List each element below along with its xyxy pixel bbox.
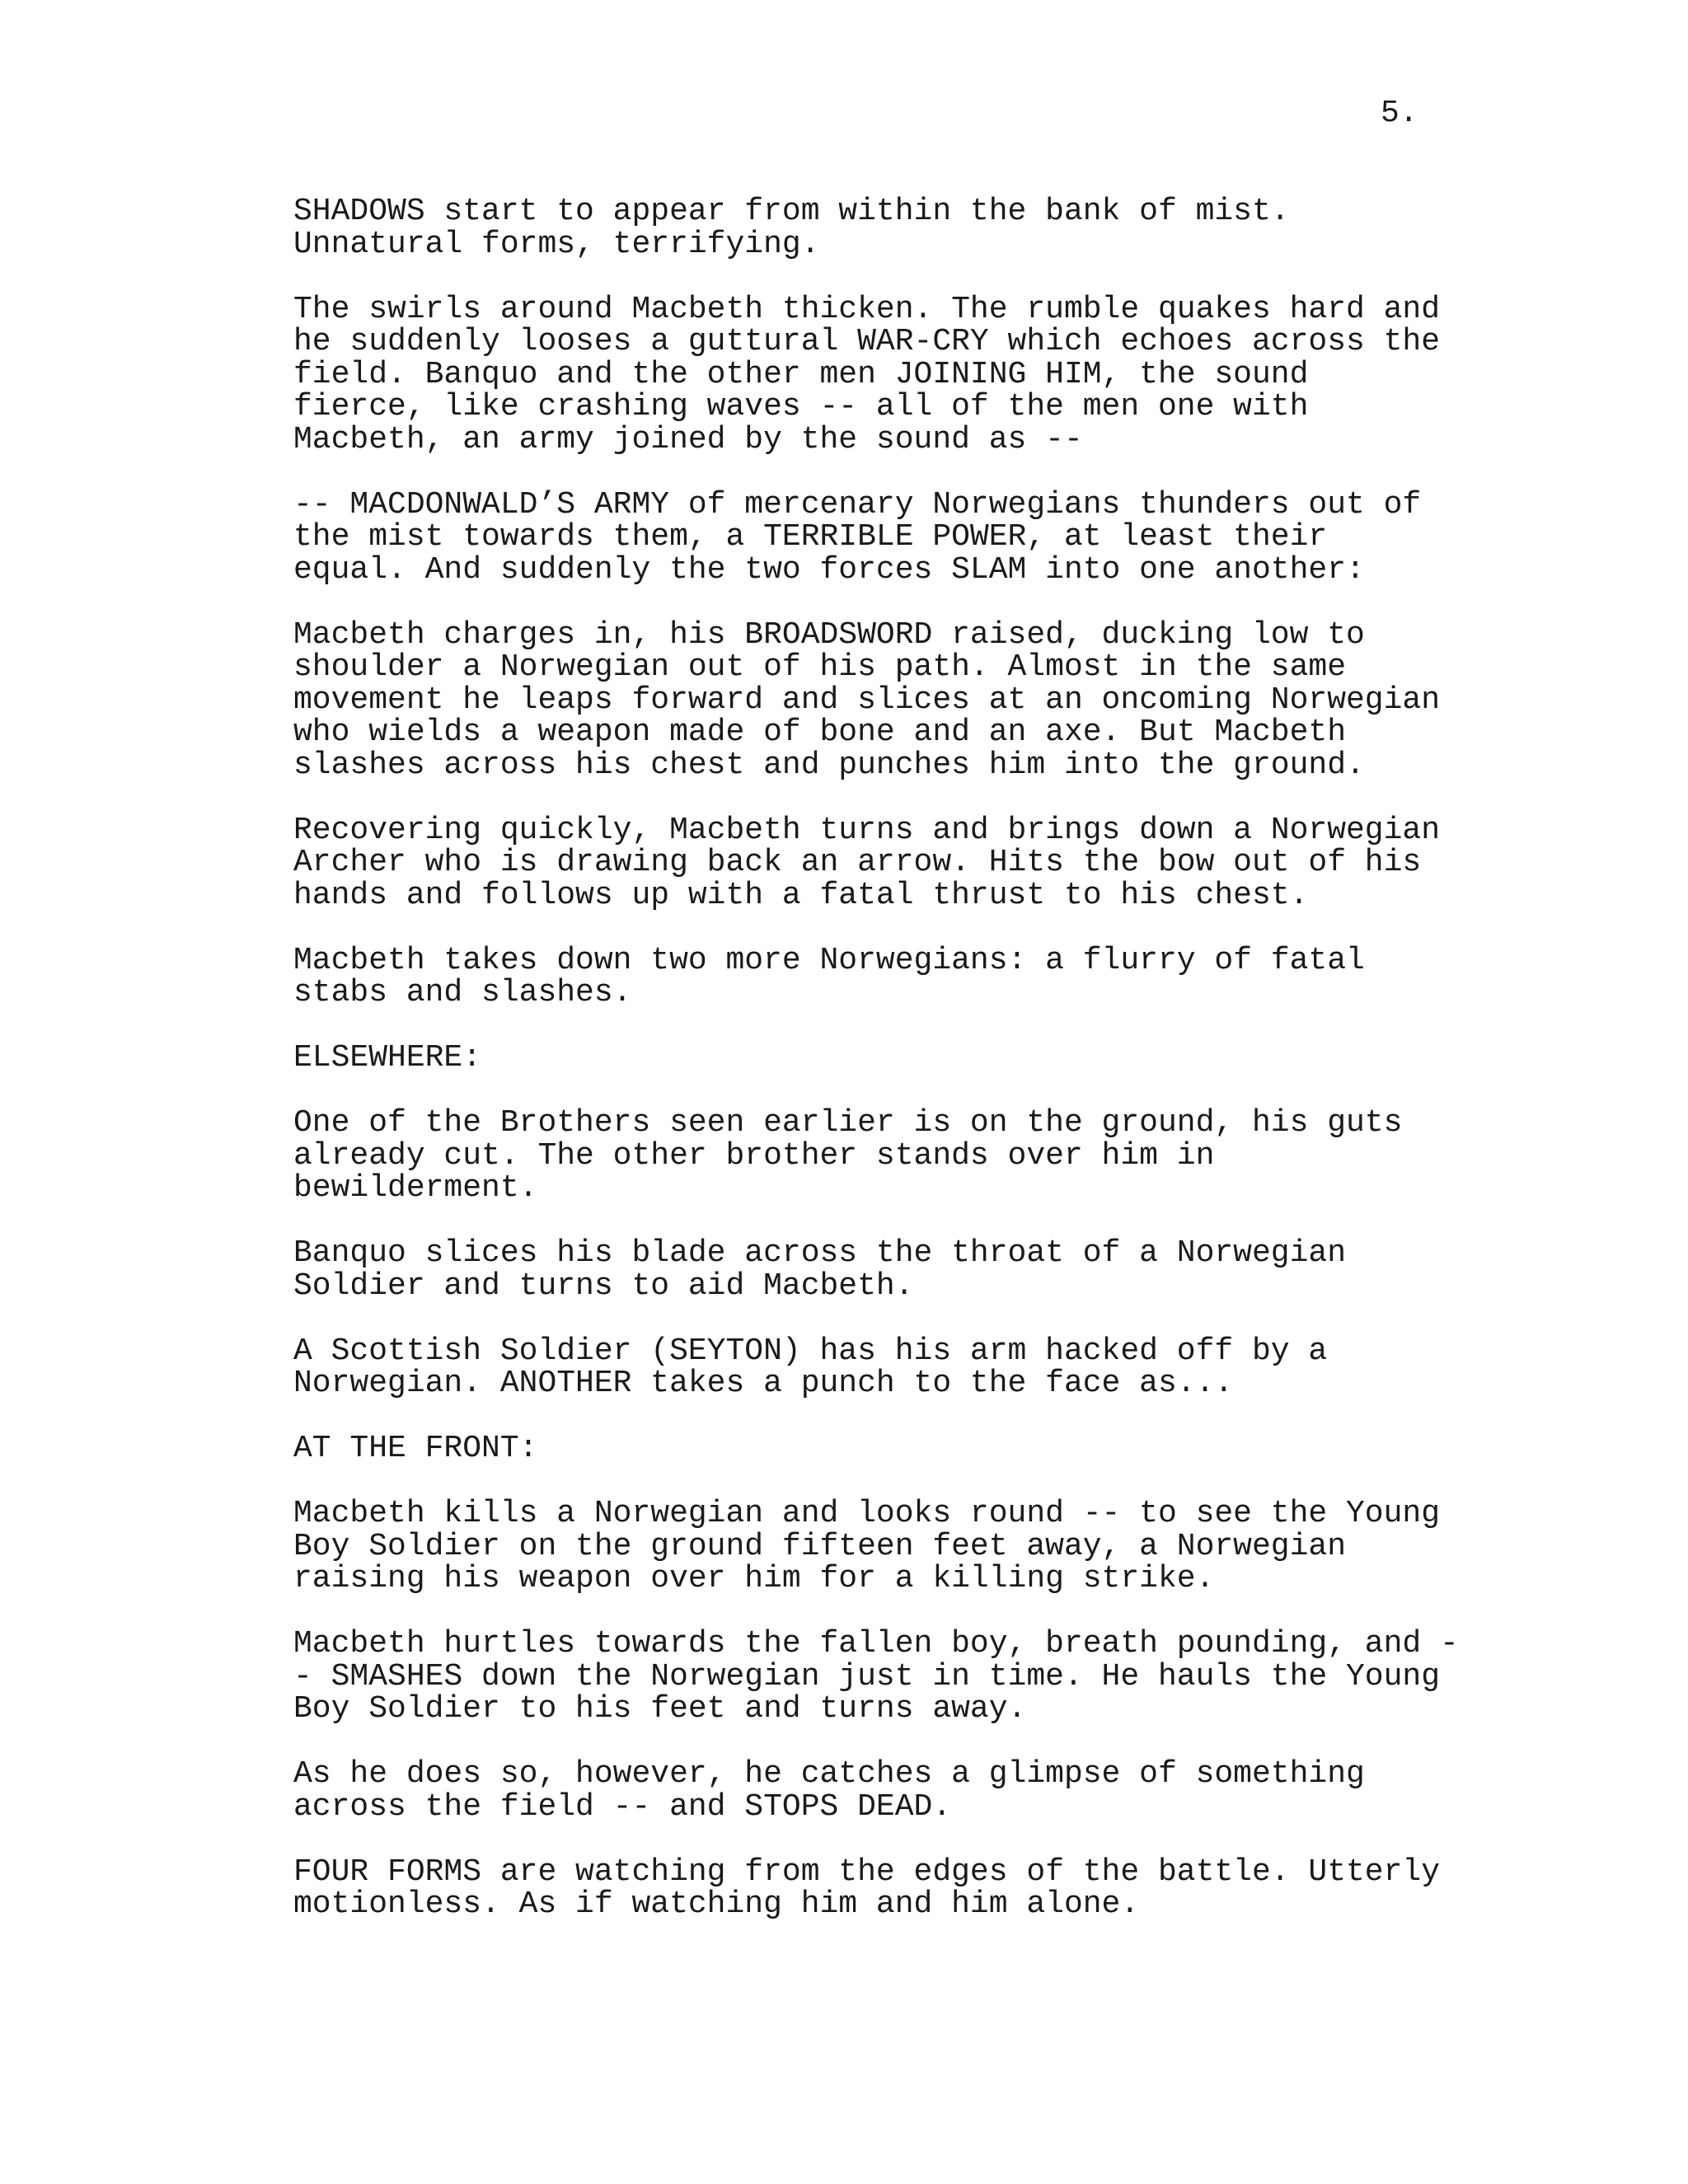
text-line: The swirls around Macbeth thicken. The rumble quakes hard and — [293, 291, 1441, 327]
text-line: FOUR FORMS are watching from the edges of the battle. Utterly — [293, 1854, 1441, 1890]
text-line: ELSEWHERE: — [293, 1040, 482, 1076]
action-paragraph — [293, 293, 1530, 457]
text-line: - SMASHES down the Norwegian just in time. He hauls the Young — [293, 1658, 1441, 1694]
text-line: Macbeth kills a Norwegian and looks round -- to see the Young — [293, 1496, 1441, 1531]
action-paragraph — [293, 1237, 1530, 1302]
text-line: Norwegian. ANOTHER takes a punch to the face as... — [293, 1366, 1234, 1401]
action-text-body — [293, 195, 1530, 1953]
text-line: Soldier and turns to aid Macbeth. — [293, 1268, 914, 1304]
text-line: he suddenly looses a guttural WAR-CRY which echoes across the — [293, 324, 1441, 359]
text-line: Macbeth hurtles towards the fallen boy, breath pounding, and - — [293, 1626, 1459, 1661]
text-line: movement he leaps forward and slices at an oncoming Norwegian — [293, 682, 1441, 718]
text-line: Banquo slices his blade across the throat of a Norwegian — [293, 1235, 1347, 1271]
text-line: field. Banquo and the other men JOINING HIM, the sound — [293, 356, 1309, 392]
action-paragraph — [293, 1497, 1530, 1596]
text-line: Boy Soldier to his feet and turns away. — [293, 1691, 1027, 1727]
text-line: equal. And suddenly the two forces SLAM into one another: — [293, 551, 1365, 588]
action-paragraph — [293, 195, 1530, 260]
text-line: raising his weapon over him for a killing strike. — [293, 1561, 1215, 1596]
text-line: A Scottish Soldier (SEYTON) has his arm hacked off by a — [293, 1333, 1328, 1369]
text-line: Unnatural forms, terrifying. — [293, 226, 820, 262]
text-line: Archer who is drawing back an arrow. Hits the bow out of his — [293, 845, 1422, 880]
action-paragraph — [293, 1335, 1530, 1400]
text-line: already cut. The other brother stands over him in — [293, 1137, 1215, 1174]
text-line: who wields a weapon made of bone and an axe. But Macbeth — [293, 715, 1347, 750]
text-line: SHADOWS start to appear from within the bank of mist. — [293, 194, 1290, 229]
text-line: As he does so, however, he catches a glimpse of something — [293, 1756, 1365, 1792]
text-line: One of the Brothers seen earlier is on the ground, his guts — [293, 1105, 1403, 1141]
text-line: -- MACDONWALD’S ARMY of mercenary Norwegians thunders out of — [293, 486, 1422, 523]
action-paragraph — [293, 1628, 1530, 1726]
action-paragraph — [293, 1107, 1530, 1205]
text-line: hands and follows up with a fatal thrust to his chest. — [293, 877, 1309, 913]
text-line: Recovering quickly, Macbeth turns and brings down a Norwegian — [293, 812, 1441, 848]
text-line: Macbeth charges in, his BROADSWORD raised, ducking low to — [293, 616, 1365, 653]
action-paragraph — [293, 1758, 1530, 1823]
action-paragraph — [293, 616, 1530, 783]
text-line: stabs and slashes. — [293, 975, 632, 1010]
text-line: the mist towards them, a TERRIBLE POWER, at least their — [293, 519, 1328, 555]
text-line: Boy Soldier on the ground fifteen feet away, a Norwegian — [293, 1528, 1347, 1564]
text-line: Macbeth, an army joined by the sound as -- — [293, 421, 1083, 457]
action-paragraph — [293, 814, 1530, 912]
text-line: bewilderment. — [293, 1170, 538, 1206]
text-line: motionless. As if watching him and him alone. — [293, 1886, 1140, 1922]
page-number: 5. — [1381, 96, 1418, 131]
text-line: Macbeth takes down two more Norwegians: a flurry of fatal — [293, 942, 1365, 978]
text-line: shoulder a Norwegian out of his path. Almost in the same — [293, 649, 1347, 685]
action-paragraph — [293, 1042, 1530, 1075]
text-line: fierce, like crashing waves -- all of the men one with — [293, 389, 1309, 424]
text-line: AT THE FRONT: — [293, 1431, 538, 1466]
action-paragraph — [293, 1856, 1530, 1921]
text-line: slashes across his chest and punches him into the ground. — [293, 747, 1365, 783]
text-line: across the field -- and STOPS DEAD. — [293, 1788, 952, 1825]
action-paragraph — [293, 944, 1530, 1010]
action-paragraph — [293, 1432, 1530, 1465]
action-paragraph — [293, 486, 1530, 588]
